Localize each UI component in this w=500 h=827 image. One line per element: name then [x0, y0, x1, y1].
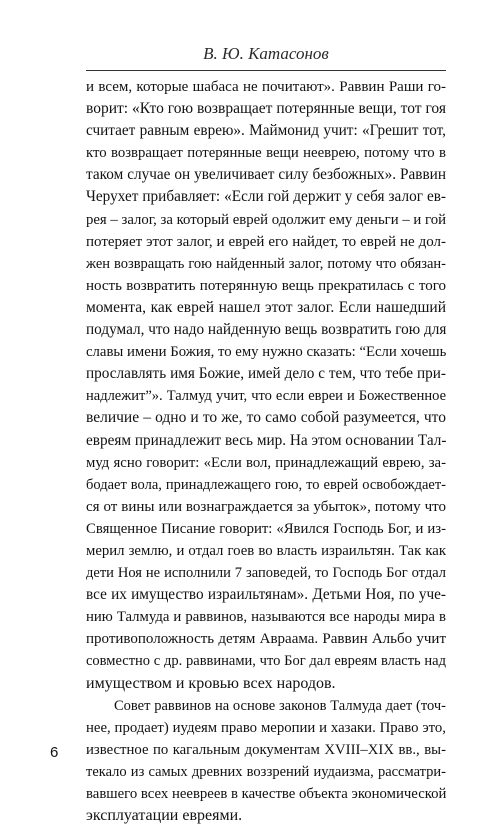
text-line: противоположность детям Авраама. Раввин Альбо учит	[86, 631, 446, 648]
text-line: имуществом и кровью всех народов.	[86, 674, 336, 692]
text-line: известное по кагальным документам XVIII–XIX вв., вы-	[86, 741, 446, 758]
text-line: Совет раввинов на основе законов Талмуда дает (точ-	[114, 697, 446, 714]
paragraph-1	[86, 76, 446, 695]
text-line: жен возвращать гою найденный залог, потому что обязан-	[86, 255, 446, 272]
text-line: все их имущество израильтянам». Детьми Ноя, по уче-	[86, 586, 446, 604]
text-line: славы имени Божия, то ему нужно сказать: “Если хочешь	[86, 344, 447, 361]
text-line: бодает вола, принадлежащего гою, то еврей освобождает-	[86, 476, 446, 493]
text-line: таком случае он увеличивает силу безбожных». Раввин	[86, 166, 446, 184]
text-line: совместно с др. раввинами, что Бог дал евреям власть над	[86, 653, 446, 670]
text-line: евреям принадлежит весь мир. На этом основании Тал-	[86, 431, 447, 449]
text-line: вавшего всех неевреев в качестве объекта экономической	[86, 786, 447, 802]
body-text	[86, 76, 446, 827]
text-line: ся от вины или вознаграждается за убыток», потому что	[86, 498, 446, 515]
text-line: дети Ноя не исполнили 7 заповедей, то Господь Бог отдал	[86, 565, 446, 582]
text-line: мерил землю, и отдал гоев во власть израильтян. Так как	[86, 542, 446, 559]
text-line: кто возвращает потерянные вещи нееврею, потому что в	[86, 145, 446, 162]
text-line: величие – одно и то же, то само собой разумеется, что	[86, 409, 446, 427]
page-number: 6	[50, 744, 59, 761]
text-line: прославлять имя Божие, имей дело с тем, что тебе при-	[86, 365, 446, 383]
text-line: потеряет этот залог, и еврей его найдет, то еврей не дол-	[86, 233, 446, 250]
text-line: надлежит”». Талмуд учит, что если евреи и Божественное	[86, 388, 446, 405]
text-line: момента, как еврей нашел этот залог. Если нашедший	[86, 298, 446, 316]
text-line: текало из самых древних воззрений иудаизма, рассматри-	[86, 763, 446, 780]
text-line: эксплуатации евреями.	[86, 807, 243, 825]
text-line: муд ясно говорит: «Если вол, принадлежащий еврею, за-	[86, 454, 446, 471]
header-divider	[86, 70, 446, 71]
text-line: и всем, которые шабаса не почитают». Раввин Раши го-	[86, 79, 446, 95]
text-line: Черухет прибавляет: «Если гой держит у себя залог ев-	[86, 188, 446, 206]
text-line: считает равным еврею». Маймонид учит: «Грешит тот,	[86, 122, 446, 140]
paragraph-2	[86, 695, 446, 827]
text-line: рея – залог, за который еврей одолжит ему деньги – и гой	[86, 211, 446, 228]
text-line: ность возвратить потерянную вещь прекратилась с того	[86, 277, 446, 294]
text-line: подумал, что надо найденную вещь возвратить гою для	[86, 321, 447, 339]
text-line: нию Талмуда и раввинов, называются все народы мира в	[86, 609, 446, 626]
text-line: Священное Писание говорит: «Явился Господь Бог, и из-	[86, 520, 446, 537]
text-line: ворит: «Кто гою возвращает потерянные вещи, тот гоя	[86, 100, 446, 118]
text-line: нее, продает) иудеям право меропии и хазаки. Право это,	[86, 719, 446, 736]
running-header: В. Ю. Катасонов	[203, 44, 329, 63]
